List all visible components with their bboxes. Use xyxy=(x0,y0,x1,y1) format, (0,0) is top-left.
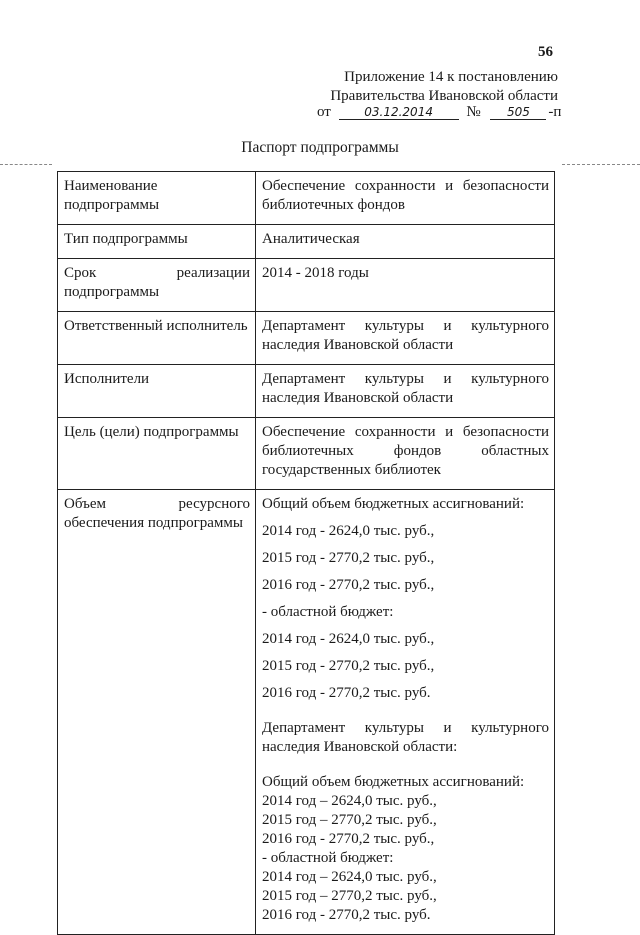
decree-reference xyxy=(317,104,561,121)
label-line: обеспечения подпрограммы xyxy=(64,515,243,531)
funding-header: - областной бюджет: xyxy=(262,850,394,866)
label-line: подпрограммы xyxy=(64,284,160,300)
funding-details xyxy=(256,490,555,935)
passport-table xyxy=(57,171,555,935)
table-row xyxy=(58,418,555,490)
row-value xyxy=(256,172,555,225)
table-row xyxy=(58,312,555,365)
number-label: № xyxy=(466,104,481,120)
label-line: Срок реализации xyxy=(64,265,250,281)
funding-line: 2014 год – 2624,0 тыс. руб., xyxy=(262,869,437,885)
value-line: Обеспечение сохранности и безопасности xyxy=(262,178,549,194)
label-line: Объем ресурсного xyxy=(64,496,250,512)
funding-line: 2015 год – 2770,2 тыс. руб., xyxy=(262,888,437,904)
value-line: Департамент культуры и культурного xyxy=(262,371,549,387)
annex-line-1: Приложение 14 к постановлению xyxy=(344,69,558,85)
decree-date: 03.12.2014 xyxy=(339,105,459,120)
value-line: государственных библиотек xyxy=(262,462,441,478)
funding-header: Общий объем бюджетных ассигнований: xyxy=(262,774,525,790)
scan-mark-right xyxy=(562,164,640,165)
scan-mark-left xyxy=(0,164,52,165)
row-value: 2014 - 2018 годы xyxy=(256,259,555,312)
funding-line: 2015 год - 2770,2 тыс. руб., xyxy=(262,658,435,674)
funding-line: 2014 год - 2624,0 тыс. руб., xyxy=(262,631,435,647)
value-line: библиотечных фондов xyxy=(262,197,405,213)
value-line: Обеспечение сохранности и безопасности xyxy=(262,424,549,440)
row-label: Цель (цели) подпрограммы xyxy=(58,418,256,490)
dept-line: наследия Ивановской области: xyxy=(262,739,458,755)
funding-line: 2015 год – 2770,2 тыс. руб., xyxy=(262,812,437,828)
number-suffix: -п xyxy=(548,104,562,120)
annex-caption xyxy=(330,68,558,106)
value-line: Департамент культуры и культурного xyxy=(262,318,549,334)
row-value xyxy=(256,418,555,490)
label-line: Наименование xyxy=(64,178,158,194)
page-number: 56 xyxy=(538,44,553,60)
funding-line: 2014 год – 2624,0 тыс. руб., xyxy=(262,793,437,809)
row-label: Тип подпрограммы xyxy=(58,225,256,259)
funding-line: 2016 год - 2770,2 тыс. руб. xyxy=(262,685,431,701)
row-value xyxy=(256,312,555,365)
row-label: Ответственный исполнитель xyxy=(58,312,256,365)
value-line: библиотечных фондов областных xyxy=(262,443,549,459)
funding-line: 2015 год - 2770,2 тыс. руб., xyxy=(262,550,435,566)
table-row xyxy=(58,490,555,935)
funding-header: Общий объем бюджетных ассигнований: xyxy=(262,496,525,512)
funding-line: 2016 год - 2770,2 тыс. руб., xyxy=(262,831,435,847)
dept-line: Департамент культуры и культурного xyxy=(262,720,549,736)
table-row xyxy=(58,172,555,225)
annex-line-2: Правительства Ивановской области xyxy=(330,88,558,104)
from-label: от xyxy=(317,104,331,120)
value-line: наследия Ивановской области xyxy=(262,390,454,406)
row-value: Аналитическая xyxy=(256,225,555,259)
row-label xyxy=(58,259,256,312)
funding-line: 2016 год - 2770,2 тыс. руб. xyxy=(262,907,431,923)
funding-line: 2016 год - 2770,2 тыс. руб., xyxy=(262,577,435,593)
page-title: Паспорт подпрограммы xyxy=(241,139,399,156)
decree-number: 505 xyxy=(490,105,546,120)
row-value xyxy=(256,365,555,418)
table-row xyxy=(58,259,555,312)
table-row xyxy=(58,365,555,418)
value-line: наследия Ивановской области xyxy=(262,337,454,353)
funding-header: - областной бюджет: xyxy=(262,604,394,620)
table-row xyxy=(58,225,555,259)
funding-line: 2014 год - 2624,0 тыс. руб., xyxy=(262,523,435,539)
row-label xyxy=(58,490,256,935)
row-label xyxy=(58,172,256,225)
row-label: Исполнители xyxy=(58,365,256,418)
label-line: подпрограммы xyxy=(64,197,160,213)
